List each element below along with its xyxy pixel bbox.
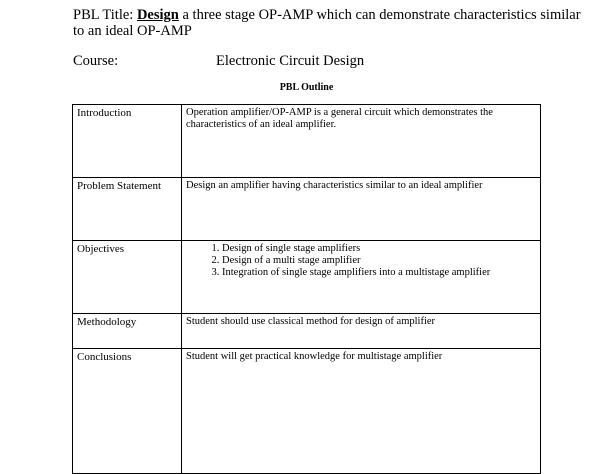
row-list-objectives (182, 241, 541, 314)
row-label-methodology: Methodology (73, 314, 182, 349)
objective-item: 3. Integration of single stage amplifiers into a multistage amplifier (222, 267, 536, 279)
objectives-list (186, 243, 536, 279)
pbl-title-text: a three stage OP-AMP which can demonstrate characteristics similar to an ideal OP-AMP (73, 7, 581, 39)
row-text-methodology: Student should use classical method for design of amplifier (182, 314, 541, 349)
outline-table (72, 104, 541, 474)
outline-heading (0, 82, 613, 93)
table-row-objectives (73, 241, 541, 314)
table-row-conclusions (73, 349, 541, 474)
objective-item: 2. Design of a multi stage amplifier (222, 255, 536, 267)
pbl-title-keyword: Design (136, 7, 179, 23)
row-label-objectives: Objectives (73, 241, 182, 314)
pbl-title (73, 7, 593, 39)
pbl-title-prefix: PBL Title: (73, 7, 137, 23)
table-row-methodology (73, 314, 541, 349)
row-text-conclusions: Student will get practical knowledge for multistage amplifier (182, 349, 541, 474)
row-label-conclusions: Conclusions (73, 349, 182, 474)
outline-heading-text: PBL Outline (279, 82, 334, 93)
course-value: Electronic Circuit Design (216, 53, 365, 69)
row-text-introduction: Operation amplifier/OP-AMP is a general circuit which demonstrates the characteristics of an ideal amplifier. (182, 105, 541, 178)
row-text-problem-statement: Design an amplifier having characteristics similar to an ideal amplifier (182, 178, 541, 241)
objective-item: 1. Design of single stage amplifiers (222, 243, 536, 255)
row-label-introduction: Introduction (73, 105, 182, 178)
row-label-problem-statement: Problem Statement (73, 178, 182, 241)
course-label: Course: (73, 53, 119, 69)
table-row-problem-statement (73, 178, 541, 241)
table-row-introduction (73, 105, 541, 178)
